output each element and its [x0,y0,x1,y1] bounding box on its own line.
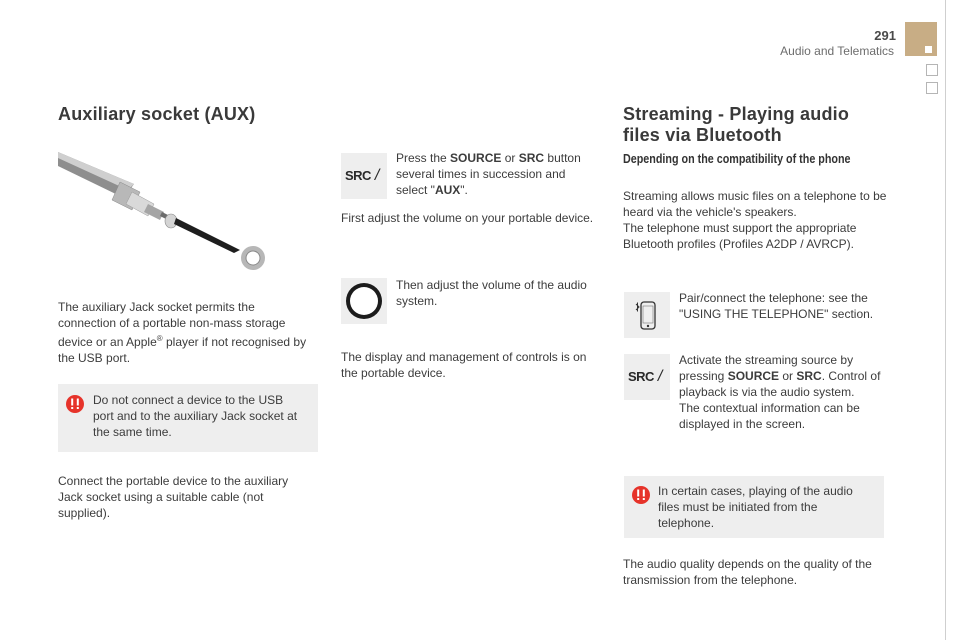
warning-icon [66,395,84,413]
page-number: 291 [874,28,896,43]
phone-icon [624,292,670,338]
src-icon: SRC / [345,167,379,184]
src-icon: SRC / [628,368,662,385]
src-button-icon-box-2 [624,354,670,400]
first-adjust-text: First adjust the volume on your portable device. [341,211,594,225]
page-edge-line [945,0,946,640]
streaming-title: Streaming - Playing audio files via Bluetooth [623,104,850,145]
volume-knob-icon-box [341,278,387,324]
phone-icon-box [624,292,670,338]
nav-square-1 [926,64,938,76]
src-button-icon-box [341,153,387,199]
volume-knob-icon [346,283,382,319]
section-title: Audio and Telematics [780,44,894,58]
jack-plug-illustration [58,152,278,272]
pair-text: Pair/connect the telephone: see the "USING THE TELEPHONE" section. [679,291,874,321]
jack-description: The auxiliary Jack socket permits the connection of a portable non-mass storage device or an Apple® player if not recognised by the USB port. [58,300,307,365]
then-adjust-text: Then adjust the volume of the audio system. [396,278,587,308]
aux-warning-box: Do not connect a device to the USB port and to the auxiliary Jack socket at the same time. [58,384,318,452]
nav-square-2 [926,82,938,94]
streaming-subtitle: Depending on the compatibility of the phone [623,152,851,166]
warning-icon [632,486,650,504]
press-source-text: Press the SOURCE or SRC button several times in succession and select "AUX". [396,151,581,197]
display-controls-text: The display and management of controls is on the portable device. [341,350,587,380]
section-tab [905,22,937,56]
streaming-warning-box: In certain cases, playing of the audio files must be initiated from the telephone. [624,476,884,538]
activate-streaming-text: Activate the streaming source by pressing SOURCE or SRC. Control of playback is via the audio system. The contextual information can be displayed in the screen. [679,353,881,431]
audio-quality-text: The audio quality depends on the quality of the transmission from the telephone. [623,557,872,587]
connect-text: Connect the portable device to the auxiliary Jack socket using a suitable cable (not supplied). [58,474,289,520]
streaming-intro: Streaming allows music files on a telephone to be heard via the vehicle's speakers. The telephone must support the appropriate Bluetooth profiles (Profiles A2DP / AVRCP). [623,189,887,251]
aux-section-title: Auxiliary socket (AUX) [58,104,256,124]
